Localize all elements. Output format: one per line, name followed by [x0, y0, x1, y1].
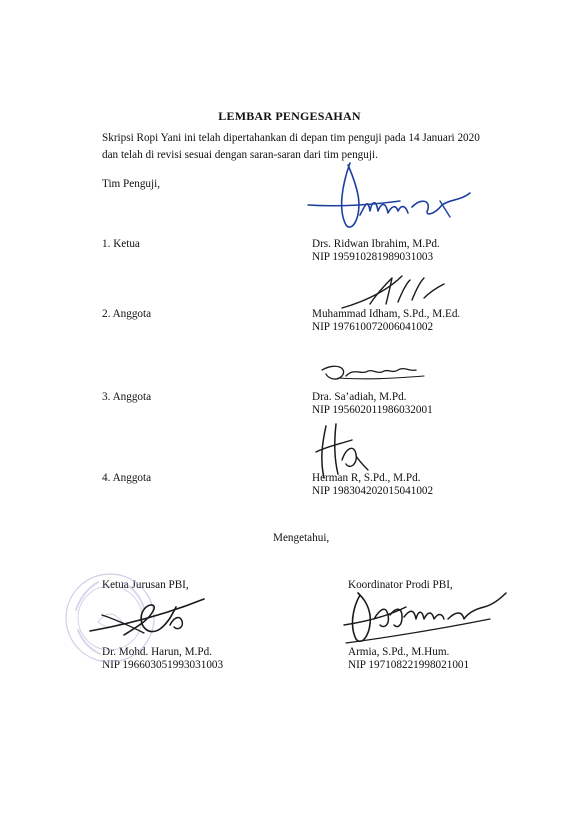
department-head-title: Ketua Jurusan PBI,	[102, 579, 189, 591]
department-head-signature	[84, 585, 214, 650]
examiner-2-name: Muhammad Idham, S.Pd., M.Ed.	[312, 308, 461, 320]
examiner-1-role: 1. Ketua	[102, 238, 140, 250]
coordinator-title: Koordinator Prodi PBI,	[348, 579, 453, 591]
examiner-2-signature	[340, 270, 450, 315]
intro-line-2: dan telah di revisi sesuai dengan saran-saran dari tim penguji.	[102, 149, 378, 161]
coordinator-name: Armia, S.Pd., M.Hum.	[348, 646, 450, 658]
acknowledged-label: Mengetahui,	[273, 532, 330, 544]
examiner-2-role: 2. Anggota	[102, 308, 152, 320]
coordinator-nip: NIP 197108221998021001	[348, 659, 470, 671]
examiner-1-name: Drs. Ridwan Ibrahim, M.Pd.	[312, 238, 440, 250]
coordinator-signature	[340, 585, 510, 655]
examiner-3-signature	[318, 358, 428, 390]
committee-label: Tim Penguji,	[102, 178, 161, 190]
examiner-1-signature	[300, 155, 480, 250]
examiner-3-nip: NIP 195602011986032001	[312, 404, 433, 416]
page-title: LEMBAR PENGESAHAN	[218, 109, 361, 123]
examiner-3-name: Dra. Sa’adiah, M.Pd.	[312, 391, 407, 403]
examiner-4-role: 4. Anggota	[102, 472, 152, 484]
examiner-3-role: 3. Anggota	[102, 391, 152, 403]
examiner-4-nip: NIP 198304202015041002	[312, 485, 434, 497]
examiner-2-nip: NIP 197610072006041002	[312, 321, 434, 333]
department-head-name: Dr. Mohd. Harun, M.Pd.	[102, 646, 213, 658]
examiner-1-nip: NIP 195910281989031003	[312, 251, 434, 263]
examiner-4-name: Herman R, S.Pd., M.Pd.	[312, 472, 421, 484]
department-head-nip: NIP 196603051993031003	[102, 659, 224, 671]
intro-line-1: Skripsi Ropi Yani ini telah dipertahankan di depan tim penguji pada 14 Januari 2020	[102, 132, 480, 144]
examiner-4-signature	[312, 420, 372, 484]
